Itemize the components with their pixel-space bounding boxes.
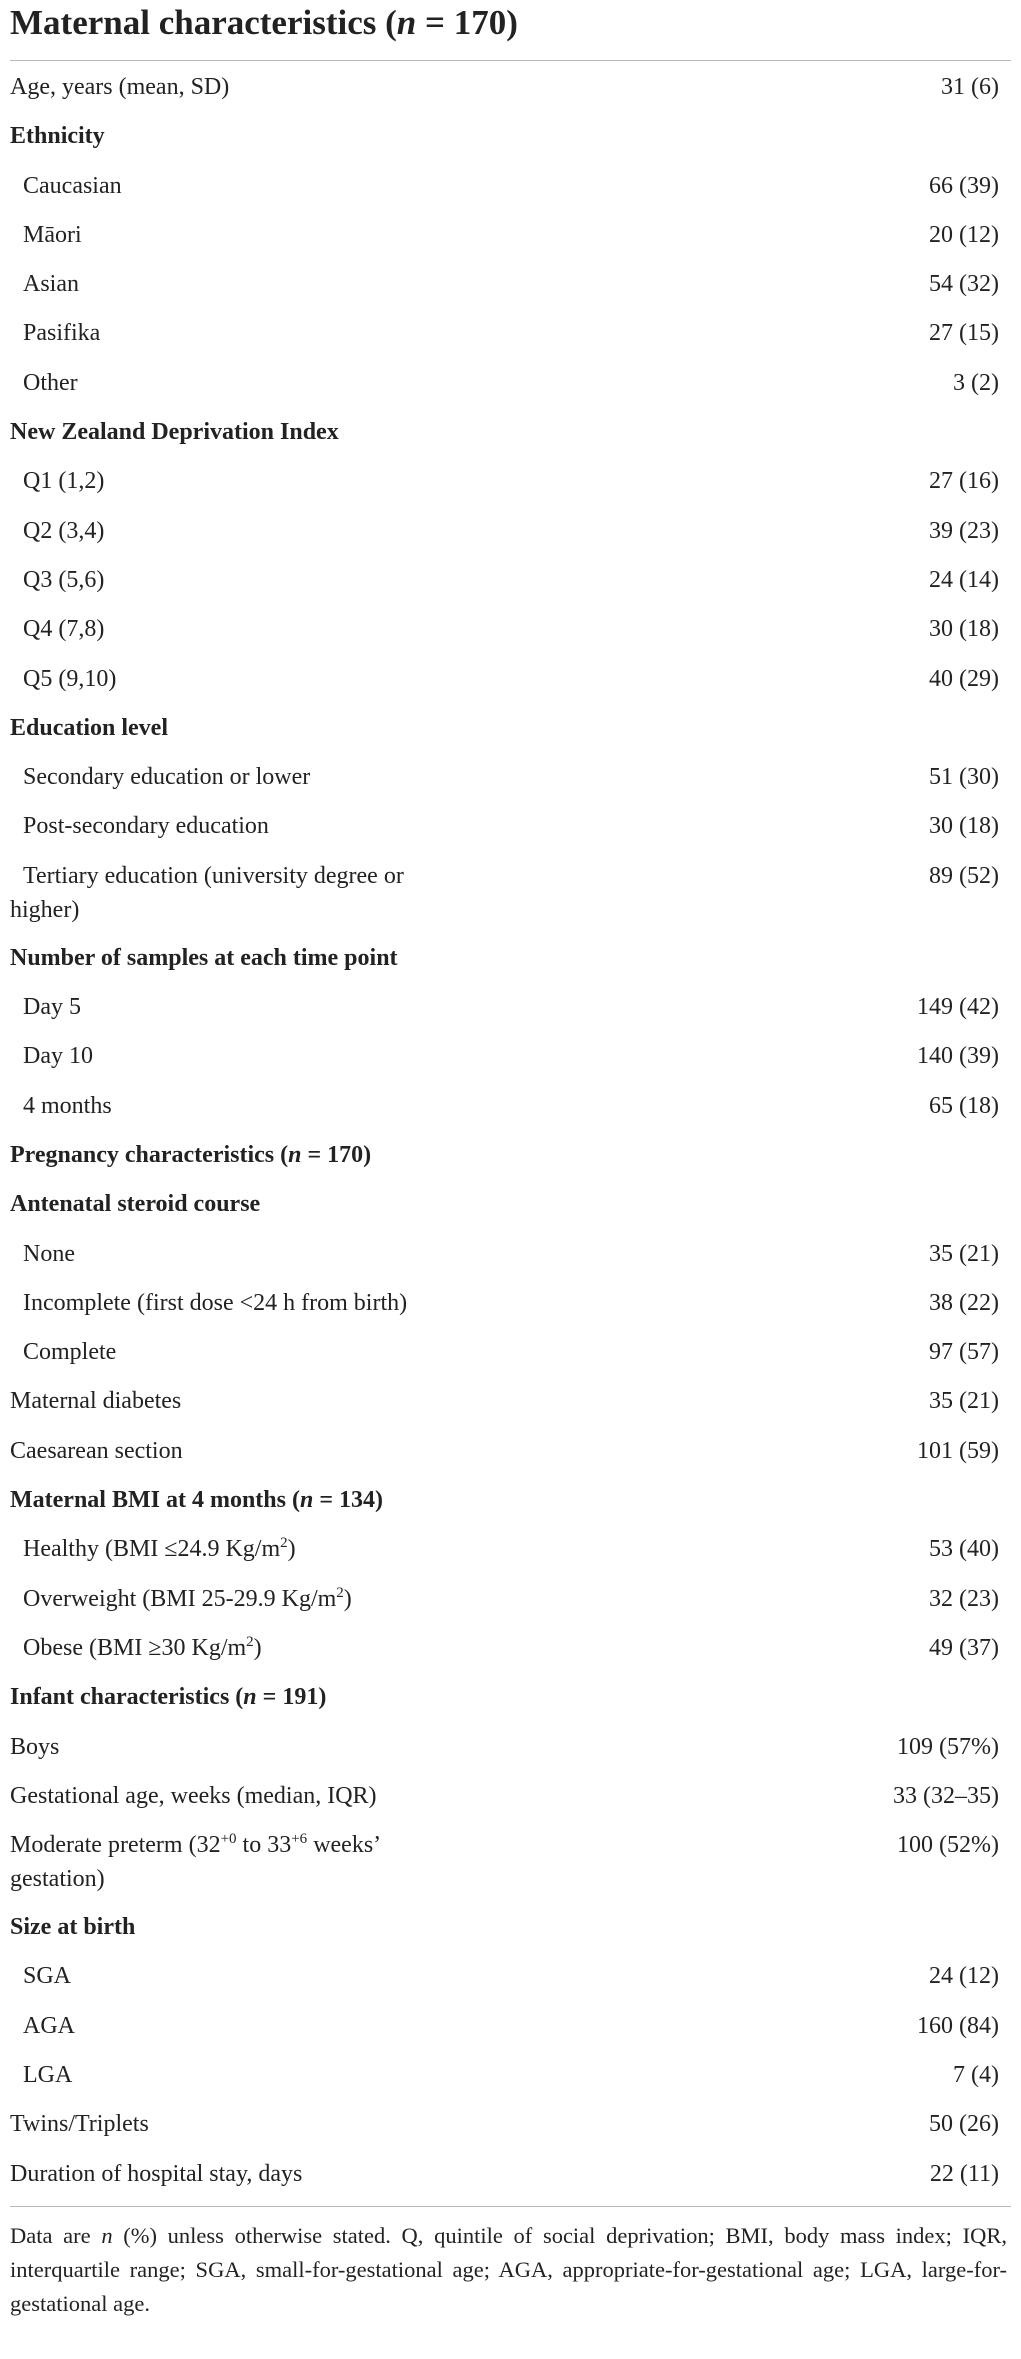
row-value: 53 (40) (929, 1536, 999, 1563)
table-row (10, 2058, 1011, 2107)
table-row (10, 1237, 1011, 1286)
row-value: 100 (52%) (897, 1832, 999, 1859)
table-row (10, 169, 1011, 218)
row-label: Moderate preterm ($32^{+0}$ to $33^{+6}$ weeks’ gestation) (10, 1831, 382, 1893)
section-header-row (10, 941, 1011, 990)
row-label: Complete (23, 1339, 117, 1366)
row-label: Duration of hospital stay, days (10, 2160, 303, 2187)
row-value: 27 (16) (929, 468, 999, 495)
table-row (10, 1959, 1011, 2008)
row-label: Ethnicity (10, 123, 105, 150)
row-value: 149 (42) (917, 994, 999, 1021)
row-value (493, 941, 1011, 990)
table-row (10, 859, 1011, 941)
table-row (10, 2107, 1011, 2156)
table-row (10, 2009, 1011, 2058)
row-value: 101 (59) (917, 1437, 999, 1464)
row-label: Infant characteristics (n = 191) (10, 1684, 327, 1711)
row-label: Māori (23, 221, 82, 248)
row-value: 7 (4) (953, 2061, 999, 2088)
table-row (10, 1532, 1011, 1581)
table-row (10, 1335, 1011, 1384)
table-row (10, 809, 1011, 858)
table-row (10, 366, 1011, 415)
row-label: Pregnancy characteristics (n = 170) (10, 1141, 372, 1168)
table-row (10, 464, 1011, 513)
row-value: 22 (11) (929, 2160, 999, 2187)
table-row (10, 1286, 1011, 1335)
row-label: Gestational age, weeks (median, IQR) (10, 1782, 377, 1809)
row-value: 24 (14) (929, 566, 999, 593)
row-value: 140 (39) (917, 1043, 999, 1070)
row-label: Overweight (BMI 25-29.9 $Kg/m^2$) (23, 1584, 352, 1612)
section-header-row (10, 1138, 1011, 1187)
section-header-row (10, 415, 1011, 464)
table-row (10, 563, 1011, 612)
section-header-row (10, 1483, 1011, 1532)
row-label: SGA (23, 1963, 72, 1990)
row-label: Size at birth (10, 1914, 136, 1941)
row-label: Q5 (9,10) (23, 665, 117, 692)
row-label: Pasifika (23, 320, 101, 347)
row-label: Day 5 (23, 994, 81, 1021)
table-row (10, 218, 1011, 267)
row-value: 33 (32–35) (893, 1782, 999, 1809)
row-value: 65 (18) (929, 1092, 999, 1119)
row-value: 35 (21) (929, 1240, 999, 1267)
row-value: 39 (23) (929, 517, 999, 544)
table-row (10, 760, 1011, 809)
section-header-row (10, 711, 1011, 760)
row-value: 3 (2) (953, 369, 999, 396)
row-label: Day 10 (23, 1043, 93, 1070)
row-value: 27 (15) (929, 320, 999, 347)
row-value: 31 (6) (941, 74, 999, 100)
table-row (10, 1779, 1011, 1828)
table-row (10, 2157, 1011, 2206)
row-label: Number of samples at each time point (10, 944, 398, 971)
row-label: Q4 (7,8) (23, 616, 105, 643)
row-label: Obese (BMI ≥30 $Kg/m^2$) (23, 1633, 262, 1661)
bottom-rule (10, 2206, 1011, 2207)
row-label: Other (23, 369, 78, 396)
row-label: 4 months (23, 1092, 112, 1119)
table-row (10, 1582, 1011, 1631)
table-row (10, 612, 1011, 661)
row-label: Q1 (1,2) (23, 468, 105, 495)
row-value: 40 (29) (929, 665, 999, 692)
row-value: 66 (39) (929, 172, 999, 199)
row-label: Asian (23, 271, 79, 298)
characteristics-table (10, 70, 1011, 2206)
row-label: Tertiary education (university degree or higher) (10, 862, 404, 923)
row-value (493, 711, 1011, 760)
table-row (10, 1384, 1011, 1433)
row-label: Antenatal steroid course (10, 1191, 261, 1218)
row-value (493, 1680, 1011, 1729)
row-label: LGA (23, 2061, 73, 2088)
row-label: Incomplete (first dose <24 h from birth) (23, 1289, 408, 1316)
row-value (493, 1187, 1011, 1236)
row-label: Age, years (mean, SD) (10, 74, 230, 100)
table-row (10, 1828, 1011, 1910)
table-row (10, 1434, 1011, 1483)
row-label: Q3 (5,6) (23, 566, 105, 593)
table-row (10, 514, 1011, 563)
row-label: Maternal BMI at 4 months (n = 134) (10, 1487, 383, 1514)
section-header-row (10, 1187, 1011, 1236)
row-label: AGA (23, 2012, 75, 2039)
row-value (493, 1138, 1011, 1187)
row-value (493, 415, 1011, 464)
table-footnote: Data are n (%) unless otherwise stated. Q, quintile of social deprivation; BMI, body mass index; IQR, interquartile range; SGA, small-for-gestational age; AGA, appropriate-for-gestational age; LGA, large-for-gestational age. (10, 2222, 1007, 2316)
row-label: Education level (10, 714, 169, 741)
row-value: 20 (12) (929, 221, 999, 248)
table-row (10, 1631, 1011, 1680)
table-row (10, 990, 1011, 1039)
row-value: 32 (23) (929, 1585, 999, 1612)
row-label: Boys (10, 1733, 60, 1760)
row-label: Post-secondary education (23, 813, 269, 840)
row-value (493, 119, 1011, 168)
section-header-row (10, 119, 1011, 168)
table-title: Maternal characteristics (n = 170) (10, 3, 518, 42)
row-value: 89 (52) (929, 862, 999, 889)
table-row (10, 1089, 1011, 1138)
row-value: 50 (26) (929, 2111, 999, 2138)
row-label: Healthy (BMI ≤24.9 $Kg/m^2$) (23, 1535, 296, 1563)
row-label: Caesarean section (10, 1437, 183, 1464)
row-label: Q2 (3,4) (23, 517, 105, 544)
row-value: 49 (37) (929, 1634, 999, 1661)
row-value: 24 (12) (929, 1963, 999, 1990)
section-header-row (10, 1910, 1011, 1959)
row-value: 54 (32) (929, 271, 999, 298)
row-value: 38 (22) (929, 1289, 999, 1316)
row-label: Maternal diabetes (10, 1388, 182, 1415)
row-label: New Zealand Deprivation Index (10, 419, 339, 446)
row-label: None (23, 1240, 75, 1267)
row-value: 97 (57) (929, 1339, 999, 1366)
row-label: Caucasian (23, 172, 122, 199)
top-rule (10, 60, 1011, 61)
table-row (10, 1730, 1011, 1779)
row-value (493, 1910, 1011, 1959)
table-row (10, 1039, 1011, 1088)
row-value: 35 (21) (929, 1388, 999, 1415)
section-header-row (10, 1680, 1011, 1729)
table-row (10, 70, 1011, 119)
table-row (10, 267, 1011, 316)
table-row (10, 662, 1011, 711)
row-value: 30 (18) (929, 813, 999, 840)
row-value: 109 (57%) (897, 1733, 999, 1760)
row-value: 51 (30) (929, 764, 999, 791)
row-value: 30 (18) (929, 616, 999, 643)
table-row (10, 316, 1011, 365)
row-value: 160 (84) (917, 2012, 999, 2039)
row-value (493, 1483, 1011, 1532)
row-label: Twins/Triplets (10, 2111, 149, 2138)
row-label: Secondary education or lower (23, 764, 311, 791)
